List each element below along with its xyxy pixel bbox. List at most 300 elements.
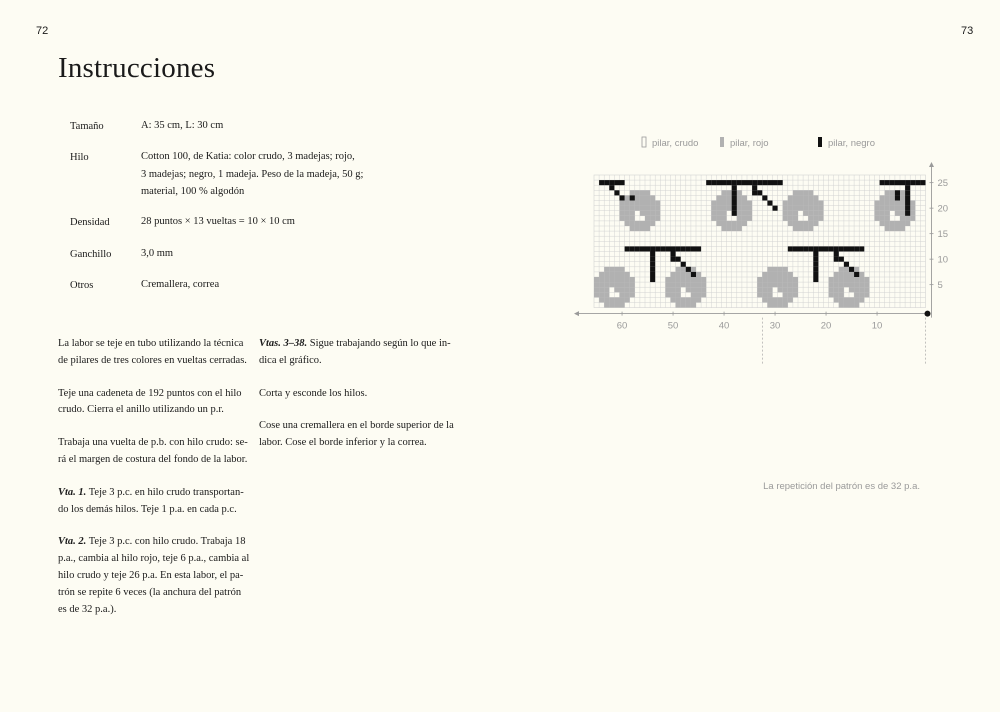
stem-cell: [650, 277, 655, 282]
cherry-cell: [783, 282, 788, 287]
cherry-cell: [625, 216, 630, 221]
cherry-cell: [793, 292, 798, 297]
stem-cell: [691, 272, 696, 277]
stem-bar-cell: [614, 180, 619, 185]
cherry-cell: [900, 195, 905, 200]
cherry-cell: [676, 282, 681, 287]
stem-bar-cell: [747, 180, 752, 185]
cherry-cell: [793, 201, 798, 206]
cherry-cell: [737, 226, 742, 231]
spec-label-hook: Ganchillo: [70, 249, 112, 260]
cherry-cell: [665, 292, 670, 297]
cherry-cell: [859, 287, 864, 292]
cherry-cell: [650, 195, 655, 200]
crochet-chart: [560, 125, 960, 500]
chart-legend: [642, 137, 875, 149]
cherry-cell: [793, 277, 798, 282]
cherry-cell: [864, 282, 869, 287]
cherry-cell: [671, 297, 676, 302]
stem-bar-cell: [660, 246, 665, 251]
spec-label-others: Otros: [70, 280, 94, 291]
cherry-cell: [910, 211, 915, 216]
cherry-cell: [854, 277, 859, 282]
cherry-cell: [885, 195, 890, 200]
legend-swatch: [642, 137, 646, 147]
stem-cell: [895, 190, 900, 195]
cherry-cell: [599, 292, 604, 297]
cherry-cell: [620, 282, 625, 287]
cherry-cell: [778, 303, 783, 308]
cherry-cell: [614, 297, 619, 302]
stem-bar-cell: [834, 246, 839, 251]
spec-yarn-line: 3 madejas; negro, 1 madeja. Peso de la madeja, 50 g;: [141, 168, 364, 180]
cherry-cell: [757, 277, 762, 282]
y-tick-label: 25: [937, 178, 949, 190]
cherry-cell: [645, 195, 650, 200]
cherry-cell: [645, 206, 650, 211]
stem-bar-cell: [716, 180, 721, 185]
stem-cell: [620, 195, 625, 200]
cherry-cell: [594, 282, 599, 287]
cherry-cell: [854, 287, 859, 292]
cherry-cell: [859, 282, 864, 287]
cherry-cell: [620, 267, 625, 272]
cherry-cell: [727, 201, 732, 206]
cherry-cell: [640, 221, 645, 226]
stem-cell: [813, 267, 818, 272]
cherry-cell: [783, 211, 788, 216]
cherry-cell: [778, 277, 783, 282]
cherry-cell: [854, 303, 859, 308]
stem-bar-cell: [905, 180, 910, 185]
cherry-cell: [849, 297, 854, 302]
cherry-cell: [818, 201, 823, 206]
x-tick-label: 30: [769, 320, 781, 332]
cherry-cell: [737, 221, 742, 226]
legend-swatch: [720, 137, 724, 147]
cherry-cell: [793, 287, 798, 292]
repeat-note: La repetición del patrón es de 32 p.a.: [763, 481, 920, 492]
cherry-cell: [798, 190, 803, 195]
cherry-cell: [625, 287, 630, 292]
cherry-cell: [808, 195, 813, 200]
stem-cell: [676, 257, 681, 262]
stem-bar-cell: [711, 180, 716, 185]
stem-bar-cell: [686, 246, 691, 251]
cherry-cell: [701, 292, 706, 297]
stem-bar-cell: [752, 180, 757, 185]
cherry-cell: [793, 190, 798, 195]
cherry-cell: [681, 267, 686, 272]
stem-bar-cell: [599, 180, 604, 185]
cherry-cell: [640, 201, 645, 206]
cherry-cell: [614, 303, 619, 308]
cherry-cell: [681, 272, 686, 277]
cherry-cell: [803, 206, 808, 211]
cherry-cell: [676, 292, 681, 297]
cherry-cell: [594, 287, 599, 292]
cherry-cell: [691, 297, 696, 302]
stem-cell: [895, 195, 900, 200]
cherry-cell: [910, 206, 915, 211]
cherry-cell: [686, 277, 691, 282]
cherry-cell: [716, 211, 721, 216]
cherry-cell: [762, 282, 767, 287]
cherry-cell: [737, 190, 742, 195]
instructions-column-right: [259, 336, 459, 468]
y-tick-label: 10: [937, 254, 949, 266]
cherry-cell: [635, 195, 640, 200]
row-lead: Vtas. 3–38.: [259, 338, 308, 349]
stem-bar-cell: [762, 180, 767, 185]
stem-bar-cell: [727, 180, 732, 185]
cherry-cell: [798, 206, 803, 211]
stem-bar-cell: [803, 246, 808, 251]
page-title: Instrucciones: [58, 52, 216, 84]
cherry-cell: [880, 206, 885, 211]
cherry-cell: [676, 303, 681, 308]
cherry-cell: [650, 221, 655, 226]
cherry-cell: [808, 201, 813, 206]
cherry-cell: [900, 211, 905, 216]
cherry-cell: [829, 282, 834, 287]
instruction-paragraph: Corta y esconde los hilos.: [259, 387, 368, 399]
cherry-cell: [686, 272, 691, 277]
cherry-cell: [614, 267, 619, 272]
cherry-cell: [742, 206, 747, 211]
cherry-cell: [788, 206, 793, 211]
stem-cell: [813, 277, 818, 282]
stem-bar-cell: [732, 180, 737, 185]
cherry-cell: [762, 297, 767, 302]
cherry-cell: [813, 211, 818, 216]
cherry-cell: [783, 287, 788, 292]
cherry-cell: [722, 190, 727, 195]
stem-cell: [849, 267, 854, 272]
stem-bar-cell: [650, 246, 655, 251]
cherry-cell: [640, 211, 645, 216]
cherry-cell: [716, 195, 721, 200]
cherry-cell: [716, 206, 721, 211]
page-number-right: 73: [961, 25, 974, 37]
cherry-cell: [834, 282, 839, 287]
cherry-cell: [711, 216, 716, 221]
row-lead: Vta. 1.: [58, 486, 87, 498]
cherry-cell: [773, 267, 778, 272]
cherry-cell: [803, 201, 808, 206]
cherry-cell: [681, 277, 686, 282]
cherry-cell: [767, 303, 772, 308]
cherry-cell: [885, 211, 890, 216]
cherry-cell: [778, 297, 783, 302]
cherry-cell: [875, 216, 880, 221]
cherry-cell: [696, 272, 701, 277]
cherry-cell: [640, 195, 645, 200]
stem-cell: [834, 257, 839, 262]
cherry-cell: [620, 211, 625, 216]
cherry-cell: [859, 292, 864, 297]
stem-bar-cell: [813, 246, 818, 251]
stem-bar-cell: [859, 246, 864, 251]
stem-cell: [905, 185, 910, 190]
cherry-cell: [885, 221, 890, 226]
cherry-cell: [783, 277, 788, 282]
cherry-cell: [676, 277, 681, 282]
cherry-cell: [849, 282, 854, 287]
cherry-cell: [793, 282, 798, 287]
cherry-cell: [844, 277, 849, 282]
cherry-cell: [788, 216, 793, 221]
cherry-cell: [650, 211, 655, 216]
y-tick-label: 20: [937, 203, 949, 215]
cherry-cell: [645, 216, 650, 221]
cherry-cell: [854, 267, 859, 272]
legend-label: pilar, negro: [828, 138, 876, 149]
spec-value-yarn: [141, 148, 401, 201]
y-axis-arrow: [929, 162, 934, 167]
cherry-cell: [900, 201, 905, 206]
stem-cell: [844, 262, 849, 267]
cherry-cell: [676, 287, 681, 292]
cherry-cell: [793, 226, 798, 231]
stem-bar-cell: [645, 246, 650, 251]
cherry-cell: [788, 282, 793, 287]
stem-cell: [813, 262, 818, 267]
stem-cell: [813, 252, 818, 257]
cherry-cell: [722, 226, 727, 231]
cherry-cell: [722, 206, 727, 211]
cherry-cell: [885, 190, 890, 195]
cherry-cell: [691, 267, 696, 272]
cherry-cell: [808, 216, 813, 221]
cherry-cell: [609, 303, 614, 308]
cherry-cell: [788, 277, 793, 282]
cherry-cell: [742, 211, 747, 216]
stem-cell: [732, 190, 737, 195]
cherry-cell: [614, 287, 619, 292]
cherry-cell: [711, 206, 716, 211]
cherry-cell: [630, 216, 635, 221]
cherry-cell: [645, 211, 650, 216]
cherry-cell: [696, 282, 701, 287]
cherry-cell: [854, 292, 859, 297]
stem-cell: [834, 252, 839, 257]
cherry-cell: [630, 226, 635, 231]
cherry-cell: [681, 303, 686, 308]
cherry-cell: [599, 277, 604, 282]
cherry-cell: [910, 201, 915, 206]
cherry-cell: [895, 221, 900, 226]
cherry-cell: [671, 287, 676, 292]
cherry-cell: [742, 216, 747, 221]
stem-bar-cell: [778, 180, 783, 185]
cherry-cell: [676, 267, 681, 272]
cherry-cell: [716, 216, 721, 221]
cherry-cell: [880, 221, 885, 226]
cherry-cell: [864, 277, 869, 282]
cherry-cell: [711, 211, 716, 216]
cherry-cell: [620, 287, 625, 292]
cherry-cell: [783, 206, 788, 211]
cherry-cell: [895, 201, 900, 206]
cherry-cell: [818, 216, 823, 221]
cherry-cell: [890, 201, 895, 206]
cherry-cell: [900, 216, 905, 221]
cherry-cell: [829, 292, 834, 297]
stem-bar-cell: [915, 180, 920, 185]
stem-bar-cell: [640, 246, 645, 251]
cherry-cell: [727, 226, 732, 231]
cherry-cell: [880, 201, 885, 206]
cherry-cell: [798, 221, 803, 226]
cherry-cell: [625, 201, 630, 206]
cherry-cell: [778, 282, 783, 287]
cherry-cell: [885, 206, 890, 211]
cherry-cell: [895, 206, 900, 211]
cherry-cell: [859, 272, 864, 277]
stem-bar-cell: [681, 246, 686, 251]
cherry-cell: [773, 297, 778, 302]
cherry-cell: [778, 287, 783, 292]
cherry-cell: [849, 287, 854, 292]
legend-label: pilar, rojo: [730, 138, 769, 149]
cherry-cell: [747, 201, 752, 206]
cherry-cell: [701, 282, 706, 287]
stem-bar-cell: [910, 180, 915, 185]
cherry-cell: [696, 292, 701, 297]
stem-cell: [732, 185, 737, 190]
spec-label-yarn: Hilo: [70, 152, 89, 163]
cherry-cell: [722, 221, 727, 226]
cherry-cell: [905, 216, 910, 221]
cherry-cell: [650, 206, 655, 211]
stem-bar-cell: [722, 180, 727, 185]
instruction-paragraph: Teje una cadeneta de 192 puntos con el hilo crudo. Cierra el anillo utilizando un p.r.: [58, 387, 242, 416]
stem-bar-cell: [788, 246, 793, 251]
cherry-cell: [793, 216, 798, 221]
cherry-cell: [630, 190, 635, 195]
cherry-cell: [757, 287, 762, 292]
cherry-cell: [762, 277, 767, 282]
cherry-cell: [839, 287, 844, 292]
cherry-cell: [716, 201, 721, 206]
cherry-cell: [783, 292, 788, 297]
cherry-cell: [880, 211, 885, 216]
cherry-cell: [813, 221, 818, 226]
cherry-cell: [686, 287, 691, 292]
cherry-cell: [803, 211, 808, 216]
spec-yarn-line: Cotton 100, de Katia: color crudo, 3 madejas; rojo,: [141, 151, 355, 162]
stem-bar-cell: [609, 180, 614, 185]
cherry-cell: [854, 282, 859, 287]
legend-label: pilar, crudo: [652, 138, 699, 149]
cherry-cell: [604, 272, 609, 277]
cherry-cell: [737, 195, 742, 200]
cherry-cell: [798, 201, 803, 206]
cherry-cell: [813, 206, 818, 211]
cherry-cell: [767, 292, 772, 297]
cherry-cell: [599, 282, 604, 287]
cherry-cell: [620, 201, 625, 206]
stem-cell: [671, 252, 676, 257]
cherry-cell: [788, 297, 793, 302]
stem-cell: [773, 206, 778, 211]
stem-cell: [650, 262, 655, 267]
cherry-cell: [829, 287, 834, 292]
cherry-cell: [808, 221, 813, 226]
cherry-cell: [609, 277, 614, 282]
x-axis-arrow: [574, 311, 579, 316]
cherry-cell: [727, 221, 732, 226]
stem-bar-cell: [767, 180, 772, 185]
stem-cell: [854, 272, 859, 277]
cherry-cell: [818, 206, 823, 211]
cherry-cell: [604, 292, 609, 297]
cherry-cell: [864, 287, 869, 292]
legend-swatch: [818, 137, 822, 147]
cherry-cell: [803, 221, 808, 226]
cherry-cell: [773, 303, 778, 308]
cherry-cell: [630, 221, 635, 226]
cherry-cell: [900, 206, 905, 211]
cherry-cell: [609, 272, 614, 277]
stem-bar-cell: [737, 180, 742, 185]
cherry-cell: [681, 282, 686, 287]
cherry-cell: [834, 272, 839, 277]
cherry-cell: [818, 211, 823, 216]
cherry-cell: [645, 190, 650, 195]
cherry-cell: [686, 303, 691, 308]
cherry-cell: [655, 211, 660, 216]
cherry-cell: [747, 216, 752, 221]
cherry-cell: [839, 272, 844, 277]
cherry-cell: [834, 277, 839, 282]
cherry-cell: [839, 292, 844, 297]
spec-value-hook: 3,0 mm: [141, 248, 174, 259]
cherry-cell: [875, 211, 880, 216]
instruction-paragraph: La labor se teje en tubo utilizando la técnica de pilares de tres colores en vueltas cerradas.: [58, 338, 247, 366]
cherry-cell: [844, 297, 849, 302]
cherry-cell: [844, 272, 849, 277]
cherry-cell: [630, 211, 635, 216]
stem-cell: [732, 206, 737, 211]
stem-cell: [752, 185, 757, 190]
stem-bar-cell: [880, 180, 885, 185]
cherry-cell: [630, 277, 635, 282]
stem-cell: [681, 262, 686, 267]
stem-bar-cell: [676, 246, 681, 251]
cherry-cell: [767, 287, 772, 292]
stem-cell: [650, 272, 655, 277]
cherry-cell: [671, 272, 676, 277]
instruction-paragraph-rows-3-38: Vtas. 3–38. Sigue trabajando según lo que in- dica el gráfico.: [259, 338, 451, 366]
cherry-cell: [762, 272, 767, 277]
cherry-cell: [609, 297, 614, 302]
cherry-cell: [620, 277, 625, 282]
cherry-cell: [783, 272, 788, 277]
cherry-cell: [813, 195, 818, 200]
cherry-cell: [767, 267, 772, 272]
cherry-cell: [614, 272, 619, 277]
cherry-cell: [650, 216, 655, 221]
spec-value-others: Cremallera, correa: [141, 279, 220, 290]
cherry-cell: [890, 195, 895, 200]
cherry-cell: [614, 277, 619, 282]
cherry-cell: [849, 303, 854, 308]
cherry-cell: [762, 287, 767, 292]
cherry-cell: [778, 267, 783, 272]
cherry-cell: [609, 282, 614, 287]
